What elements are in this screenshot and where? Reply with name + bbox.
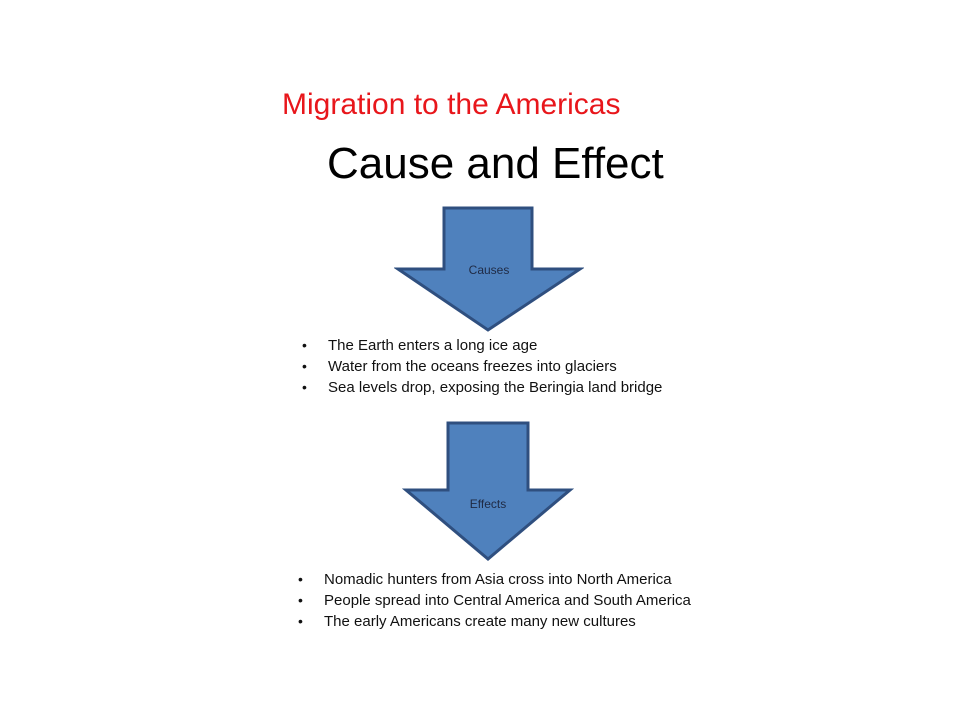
causes-list — [302, 335, 742, 398]
effect-item: • People spread into Central America and South America — [298, 590, 698, 611]
slide-subtitle: Migration to the Americas — [282, 88, 621, 121]
cause-item: • Sea levels drop, exposing the Beringia land bridge — [302, 377, 742, 398]
causes-arrow-label: Causes — [468, 263, 510, 277]
effects-list — [298, 569, 698, 632]
effects-arrow — [402, 420, 574, 562]
effects-arrow-label: Effects — [469, 497, 507, 511]
effect-item: • The early Americans create many new cultures — [298, 611, 698, 632]
causes-arrow — [394, 205, 584, 333]
cause-item: • Water from the oceans freezes into glaciers — [302, 356, 742, 377]
effects-arrow-shape — [402, 420, 574, 562]
effect-item: • Nomadic hunters from Asia cross into North America — [298, 569, 698, 590]
slide-title: Cause and Effect — [327, 139, 664, 188]
cause-item: • The Earth enters a long ice age — [302, 335, 742, 356]
